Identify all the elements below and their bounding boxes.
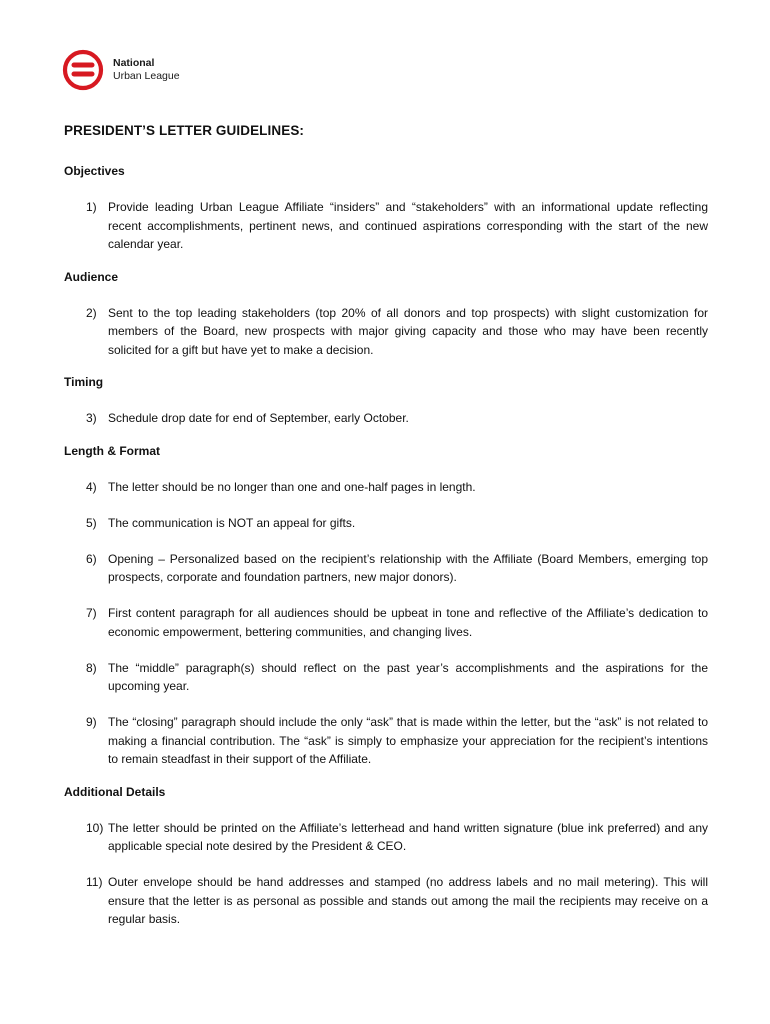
item-number: 2)	[86, 305, 97, 320]
item-text: The “closing” paragraph should include the only “ask” that is made within the letter, but the “ask” is not related to making a financial contribution. The “ask” is simply to emphasize your appreciation for the recipient’s intentions to remain steadfast in their support of the Affiliate.	[108, 715, 708, 766]
section-heading-timing: Timing	[64, 375, 104, 389]
list-item	[64, 713, 708, 769]
item-number: 4)	[86, 479, 97, 494]
list-item	[64, 873, 708, 929]
item-number: 10)	[86, 820, 104, 835]
list-item	[64, 659, 708, 696]
urban-league-equals-icon	[62, 49, 104, 91]
item-text: Schedule drop date for end of September, early October.	[108, 411, 409, 425]
section-heading-objectives: Objectives	[64, 164, 125, 178]
item-number: 7)	[86, 606, 97, 620]
document-body	[64, 122, 708, 929]
logo-line-national: National	[113, 57, 155, 69]
item-text: First content paragraph for all audiences should be upbeat in tone and reflective of the Affiliate’s dedication to economic empowerment, bettering communities, and changing lives.	[108, 606, 708, 639]
list-item	[64, 198, 708, 254]
item-text: The letter should be no longer than one and one-half pages in length.	[108, 479, 476, 494]
list-item	[64, 819, 708, 856]
section-heading-additional-details: Additional Details	[64, 784, 166, 799]
item-text: Sent to the top leading stakeholders (top 20% of all donors and top prospects) with slight customization for members of the Board, new prospects with major giving capacity and those who may have been recently solicited for a gift but have yet to make a decision.	[108, 305, 708, 357]
item-text: The “middle” paragraph(s) should reflect on the past year’s accomplishments and the aspirations for the upcoming year.	[108, 660, 708, 693]
item-number: 1)	[86, 200, 97, 214]
list-item	[64, 514, 708, 533]
list-item	[64, 409, 708, 428]
logo-wordmark	[113, 57, 180, 83]
section-heading-audience: Audience	[64, 269, 119, 284]
list-item	[64, 304, 708, 360]
page-title: PRESIDENT’S LETTER GUIDELINES:	[64, 123, 305, 138]
item-text: The letter should be printed on the Affiliate’s letterhead and hand written signature (blue ink preferred) and any applicable special note desired by the President & CEO.	[108, 820, 708, 853]
item-number: 8)	[86, 660, 97, 675]
list-item	[64, 478, 708, 497]
item-text: Provide leading Urban League Affiliate “insiders” and “stakeholders” with an informational update reflecting recent accomplishments, pertinent news, and continued aspirations corresponding with the start of the new calendar year.	[108, 200, 708, 251]
list-item	[64, 550, 708, 587]
item-number: 3)	[86, 411, 97, 425]
logo-line-urban-league: Urban League	[113, 70, 180, 82]
list-item	[64, 604, 708, 641]
logo	[62, 49, 180, 91]
item-number: 11)	[86, 875, 103, 889]
item-text: The communication is NOT an appeal for gifts.	[108, 515, 356, 530]
item-number: 5)	[86, 515, 97, 530]
item-number: 6)	[86, 551, 97, 566]
item-number: 9)	[86, 715, 97, 729]
section-heading-length-format: Length & Format	[64, 443, 160, 458]
item-text: Outer envelope should be hand addresses and stamped (no address labels and no mail metering). This will ensure that the letter is as personal as possible and stands out among the mail the recipients may receive on a regular basis.	[108, 875, 708, 926]
item-text: Opening – Personalized based on the recipient’s relationship with the Affiliate (Board Members, emerging top prospects, corporate and foundation partners, new major donors).	[108, 551, 708, 584]
